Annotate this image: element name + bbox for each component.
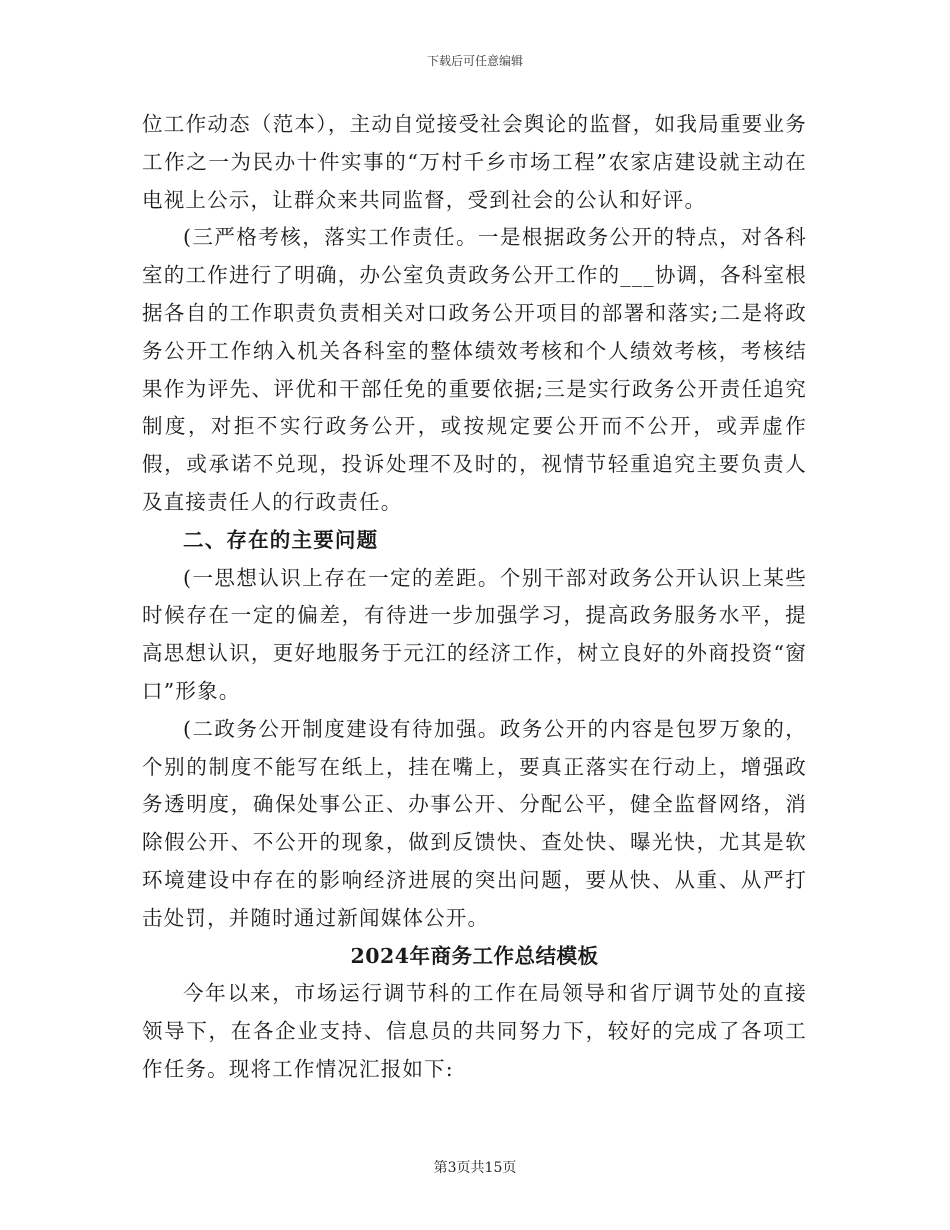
paragraph-intro: 今年以来，市场运行调节科的工作在局领导和省厅调节处的直接领导下，在各企业支持、信息员的共同努力下，较好的完成了各项工作任务。现将工作情况汇报如下: xyxy=(142,981,807,1081)
paragraph-thought-gap: (一思想认识上存在一定的差距。个别干部对政务公开认识上某些时候存在一定的偏差，有待进一步加强学习，提高政务服务水平，提高思想认识，更好地服务于元江的经济工作，树立良好的外商投资“窗口”形象。 xyxy=(142,565,807,703)
page-footer: 第3页共15页 xyxy=(433,1160,517,1176)
paragraph-system-construction: (二政务公开制度建设有待加强。政务公开的内容是包罗万象的，个别的制度不能写在纸上，挂在嘴上，要真正落实在行动上，增强政务透明度，确保处事公正、办事公开、分配公平，健全监督网络，消除假公开、不公开的现象，做到反馈快、查处快、曝光快，尤其是软环境建设中存在的影响经济进展的突出问题，要从快、从重、从严打击处罚，并随时通过新闻媒体公开。 xyxy=(142,716,807,930)
page-header: 下载后可任意编辑 xyxy=(426,54,523,68)
section-heading-problems: 二、存在的主要问题 xyxy=(183,527,379,552)
paragraph-continued: 位工作动态（范本），主动自觉接受社会舆论的监督，如我局重要业务工作之一为民办十件实事的“万村千乡市场工程”农家店建设就主动在电视上公示，让群众来共同监督，受到社会的公认和好评。 xyxy=(142,112,807,212)
document-body xyxy=(142,106,807,1089)
paragraph-strict-assessment: (三严格考核，落实工作责任。一是根据政务公开的特点，对各科室的工作进行了明确，办公室负责政务公开工作的___协调，各科室根据各自的工作职责负责相关对口政务公开项目的部署和落实;二是将政务公开工作纳入机关各科室的整体绩效考核和个人绩效考核，考核结果作为评先、评优和干部任免的重要依据;三是实行政务公开责任追究制度，对拒不实行政务公开，或按规定要公开而不公开，或弄虚作假，或承诺不兑现，投诉处理不及时的，视情节轻重追究主要负责人及直接责任人的行政责任。 xyxy=(142,225,807,514)
document-title: 2024年商务工作总结模板 xyxy=(350,943,599,968)
